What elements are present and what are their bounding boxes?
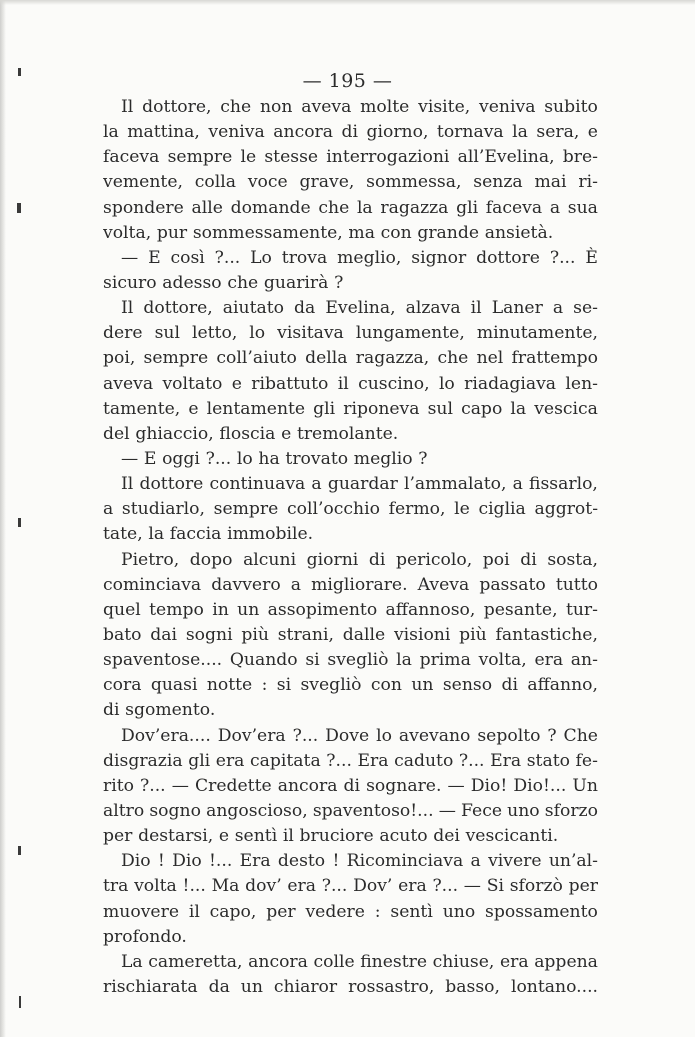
text-line: altro sogno angoscioso, spaventoso!... — Fece uno sforzo [103, 800, 598, 821]
page-number: — 195 — [302, 70, 393, 92]
body-text [103, 95, 598, 1000]
text-line: Il dottore, che non aveva molte visite, veniva subito [121, 97, 598, 117]
text-line: Il dottore continuava a guardar l’ammalato, a fissarlo, [121, 474, 598, 495]
text-line: la mattina, veniva ancora di giorno, tornava la sera, e [103, 122, 598, 143]
text-line: poi, sempre coll’aiuto della ragazza, che nel frattempo [103, 348, 598, 369]
text-line: sicuro adesso che guarirà ? [103, 272, 344, 293]
text-line: profondo. [103, 926, 187, 947]
text-line: del ghiaccio, floscia e tremolante. [103, 423, 399, 444]
text-line: vemente, colla voce grave, sommessa, senza mai ri- [103, 172, 598, 193]
text-line: tate, la faccia immobile. [103, 524, 314, 545]
margin-speck [18, 846, 21, 855]
text-line: di sgomento. [103, 700, 216, 721]
text-line: spondere alle domande che la ragazza gli faceva a sua [103, 197, 598, 218]
text-line: faceva sempre le stesse interrogazioni all’Evelina, bre- [103, 147, 598, 168]
text-line: a studiarlo, sempre coll’occhio fermo, le ciglia aggrot- [103, 499, 598, 520]
text-line: muovere il capo, per vedere : sentì uno spossamento [103, 901, 598, 922]
text-line: tamente, e lentamente gli riponeva sul capo la vescica [103, 398, 598, 419]
margin-speck [18, 518, 21, 527]
text-line: rito ?... — Credette ancora di sognare. — Dio! Dio!... Un [103, 775, 598, 796]
text-line: quel tempo in un assopimento affannoso, pesante, tur- [103, 599, 598, 620]
text-line: Dio ! Dio !... Era desto ! Ricominciava a vivere un’al- [121, 851, 598, 872]
text-line: bato dai sogni più strani, dalle visioni più fantastiche, [103, 624, 598, 645]
text-line: rischiarata da un chiaror rossastro, basso, lontano.... [103, 976, 598, 997]
margin-speck [17, 203, 21, 213]
text-line: spaventose.... Quando si svegliò la prima volta, era an- [103, 650, 598, 671]
text-line: per destarsi, e sentì il bruciore acuto dei vescicanti. [103, 826, 559, 847]
scan-top-shadow [0, 0, 695, 5]
text-line: cora quasi notte : si svegliò con un senso di affanno, [103, 675, 598, 696]
text-line: aveva voltato e ribattuto il cuscino, lo riadagiava len- [103, 373, 598, 394]
text-line: tra volta !... Ma dov’ era ?... Dov’ era ?... — Si sforzò per [103, 876, 598, 897]
text-line: Pietro, dopo alcuni giorni di pericolo, poi di sosta, [121, 549, 598, 570]
text-line: — E oggi ?... lo ha trovato meglio ? [121, 448, 428, 469]
text-line: Il dottore, aiutato da Evelina, alzava il Laner a se- [121, 298, 598, 319]
text-line: cominciava davvero a migliorare. Aveva passato tutto [103, 574, 598, 595]
text-line: La cameretta, ancora colle finestre chiuse, era appena [121, 951, 598, 972]
text-line: disgrazia gli era capitata ?... Era caduto ?... Era stato fe- [103, 750, 598, 771]
scan-edge-shadow [0, 0, 6, 1037]
text-line: dere sul letto, lo visitava lungamente, minutamente, [103, 323, 598, 344]
margin-speck [19, 996, 21, 1008]
text-line: Dov’era.... Dov’era ?... Dove lo avevano sepolto ? Che [121, 725, 598, 746]
text-line: — E così ?... Lo trova meglio, signor dottore ?... È [121, 247, 598, 268]
text-line: volta, pur sommessamente, ma con grande ansietà. [103, 222, 554, 243]
